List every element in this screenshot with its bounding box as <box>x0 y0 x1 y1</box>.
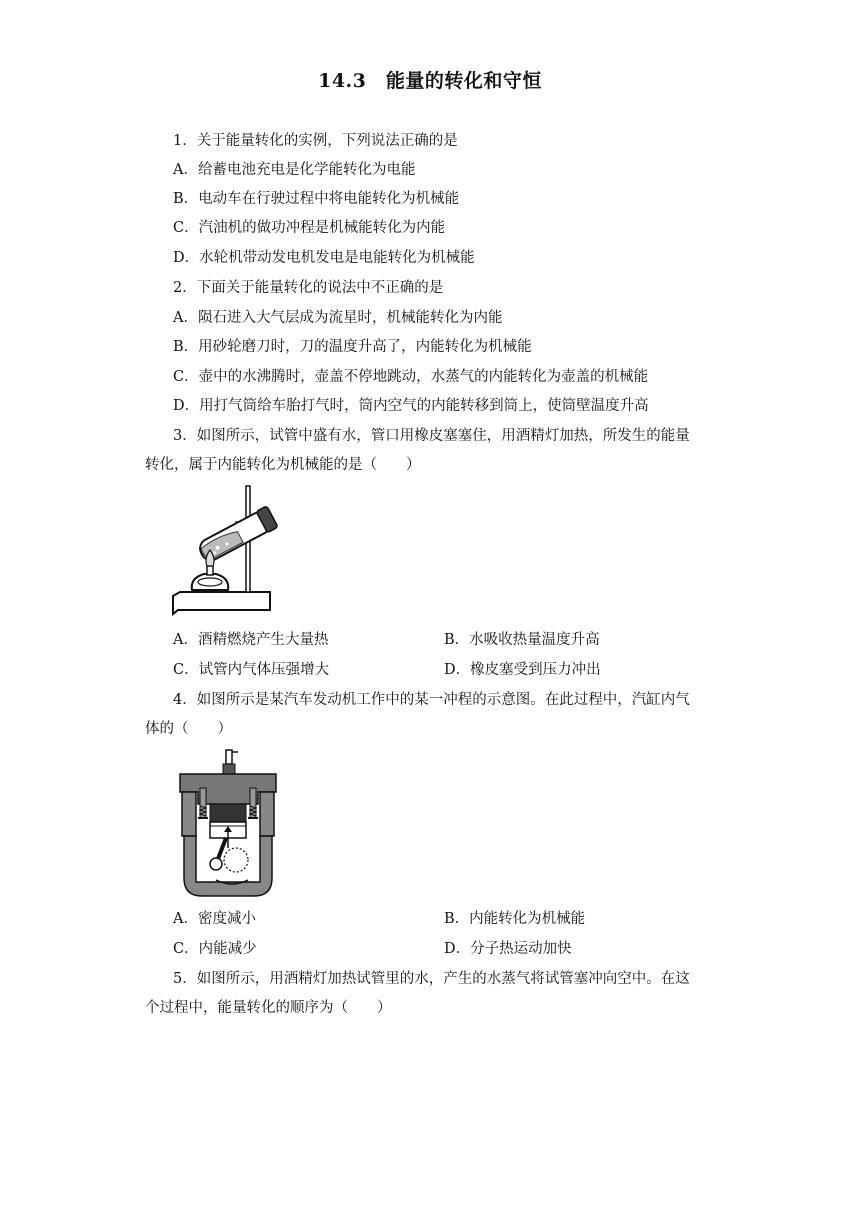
q4-stem-line2: 体的（ ） <box>145 721 232 737</box>
q4-option-b: B．内能转化为机械能 <box>444 911 586 927</box>
q5-stem-line2: 个过程中，能量转化的顺序为（ ） <box>145 1000 392 1016</box>
q4-stem-line1: 4．如图所示是某汽车发动机工作中的某一冲程的示意图。在此过程中，汽缸内气 <box>173 692 690 708</box>
q5-stem-line1: 5．如图所示，用酒精灯加热试管里的水，产生的水蒸气将试管塞冲向空中。在这 <box>173 971 690 987</box>
page-title: 14.3 能量的转化和守恒 <box>318 70 542 92</box>
q1-option-a: A．给蓄电池充电是化学能转化为电能 <box>173 162 416 178</box>
q3-stem-line1: 3．如图所示，试管中盛有水，管口用橡皮塞塞住，用酒精灯加热，所发生的能量 <box>173 428 690 444</box>
q1-option-b: B．电动车在行驶过程中将电能转化为机械能 <box>173 191 460 207</box>
q3-option-c: C．试管内气体压强增大 <box>173 662 330 678</box>
q2-stem: 2．下面关于能量转化的说法中不正确的是 <box>173 280 444 296</box>
q4-option-c: C．内能减少 <box>173 941 257 957</box>
q3-option-b: B．水吸收热量温度升高 <box>444 632 600 648</box>
q4-option-a: A．密度减小 <box>173 911 256 927</box>
q3-option-a: A．酒精燃烧产生大量热 <box>173 632 329 648</box>
q3-option-d: D．橡皮塞受到压力冲出 <box>444 662 601 678</box>
engine-stroke-figure <box>176 748 280 900</box>
test-tube-apparatus-figure <box>170 484 282 620</box>
q4-option-d: D．分子热运动加快 <box>444 941 572 957</box>
q1-option-c: C．汽油机的做功冲程是机械能转化为内能 <box>173 220 446 236</box>
q2-option-b: B．用砂轮磨刀时，刀的温度升高了，内能转化为机械能 <box>173 339 532 355</box>
q1-stem: 1．关于能量转化的实例，下列说法正确的是 <box>173 133 458 149</box>
q2-option-d: D．用打气筒给车胎打气时，筒内空气的内能转移到筒上，使筒壁温度升高 <box>173 398 649 414</box>
q3-stem-line2: 转化，属于内能转化为机械能的是（ ） <box>145 457 421 473</box>
q2-option-a: A．陨石进入大气层成为流星时，机械能转化为内能 <box>173 310 503 326</box>
q1-option-d: D．水轮机带动发电机发电是电能转化为机械能 <box>173 250 475 266</box>
q2-option-c: C．壶中的水沸腾时，壶盖不停地跳动，水蒸气的内能转化为壶盖的机械能 <box>173 369 649 385</box>
